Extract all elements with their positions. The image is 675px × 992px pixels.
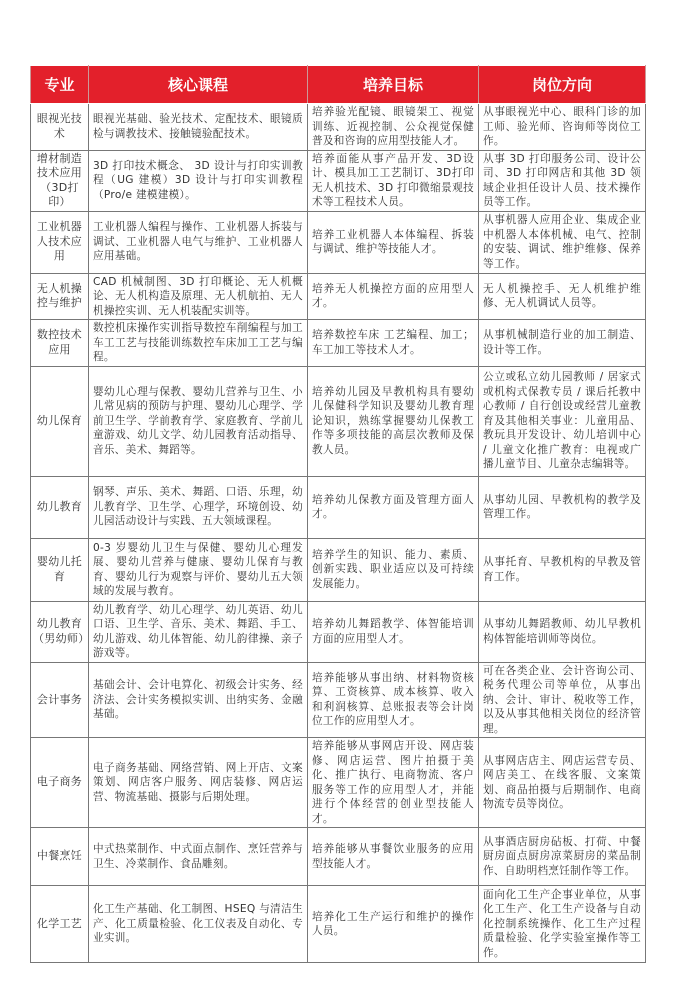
cell-goal: 培养面能从事产品开发、3D设计、模具加工工艺制订、3D打印无人机技术、3D 打印微缩景观技术等工程技术人员。 bbox=[308, 150, 479, 211]
table-row bbox=[31, 828, 646, 886]
cell-courses: 中式热菜制作、中式面点制作、烹饪营养与卫生、冷菜制作、食品雕刻。 bbox=[89, 828, 308, 886]
table-header-row bbox=[31, 66, 646, 104]
table-row bbox=[31, 104, 646, 151]
table-row bbox=[31, 738, 646, 828]
cell-major: 婴幼儿托育 bbox=[31, 538, 89, 601]
cell-courses: 基础会计、会计电算化、初级会计实务、经济法、会计实务模拟实训、出纳实务、金融基础。 bbox=[89, 662, 308, 738]
header-goal: 培养目标 bbox=[308, 66, 479, 104]
table-row bbox=[31, 886, 646, 963]
cell-career: 从事机器人应用企业、集成企业中机器人本体机械、电气、控制的安装、调试、维护维修、保养等工作。 bbox=[479, 211, 646, 273]
table-row bbox=[31, 476, 646, 538]
cell-courses: 数控机床操作实训指导数控车削编程与加工车工工艺与技能训练数控车床加工工艺与编程。 bbox=[89, 320, 308, 367]
cell-courses: 婴幼儿心理与保教、婴幼儿营养与卫生、小儿常见病的预防与护理、婴幼儿心理学、学前卫生学、学前教育学、家庭教育、学前儿童游戏、幼儿文学、幼儿园教育活动指导、音乐、美术、舞蹈等。 bbox=[89, 366, 308, 476]
cell-courses: 电子商务基础、网络营销、网上开店、文案策划、网店客户服务、网店装修、网店运营、物流基础、摄影与后期处理。 bbox=[89, 738, 308, 828]
table-row bbox=[31, 150, 646, 211]
cell-courses: 眼视光基础、验光技术、定配技术、眼镜质检与调教技术、接触镜验配技术。 bbox=[89, 104, 308, 151]
cell-major: 眼视光技术 bbox=[31, 104, 89, 151]
cell-courses: CAD 机械制图、3D 打印概论、无人机概论、无人机构造及原理、无人机航拍、无人机操控实训、无人机装配实训等。 bbox=[89, 273, 308, 320]
table-row bbox=[31, 320, 646, 367]
cell-goal: 培养无人机操控方面的应用型人才。 bbox=[308, 273, 479, 320]
majors-table bbox=[30, 65, 646, 963]
cell-major: 会计事务 bbox=[31, 662, 89, 738]
cell-goal: 培养幼儿园及早教机构具有婴幼儿保健科学知识及婴幼儿教育理论知识，熟练掌握婴幼儿保教工作等多项技能的高层次教师及保教人员。 bbox=[308, 366, 479, 476]
table-row bbox=[31, 366, 646, 476]
cell-courses: 钢琴、声乐、美术、舞蹈、口语、乐理，幼儿教育学、卫生学、心理学，环境创设、幼儿园活动设计与实践、五大领域课程。 bbox=[89, 476, 308, 538]
cell-goal: 培养验光配镜、眼镜架工、视觉训练、近视控制、公众视觉保健普及和咨询的应用型技能人才。 bbox=[308, 104, 479, 151]
cell-goal: 培养工业机器人本体编程、拆装与调试、维护等技能人才。 bbox=[308, 211, 479, 273]
header-career: 岗位方向 bbox=[479, 66, 646, 104]
cell-major: 中餐烹饪 bbox=[31, 828, 89, 886]
cell-goal: 培养数控车床 工艺编程、加工；车工加工等技术人才。 bbox=[308, 320, 479, 367]
table-row bbox=[31, 538, 646, 601]
cell-career: 从事酒店厨房砧板、打荷、中餐厨房面点厨房凉菜厨房的菜品制作、自助明档烹饪制作等工作。 bbox=[479, 828, 646, 886]
cell-major: 无人机操控与维护 bbox=[31, 273, 89, 320]
cell-major: 幼儿教育（男幼师） bbox=[31, 601, 89, 662]
cell-career: 从事幼儿舞蹈教师、幼儿早教机构体智能培训师等岗位。 bbox=[479, 601, 646, 662]
cell-courses: 工业机器人编程与操作、工业机器人拆装与调试、工业机器人电气与维护、工业机器人应用基础。 bbox=[89, 211, 308, 273]
cell-goal: 培养学生的知识、能力、素质、创新实践、职业适应以及可持续发展能力。 bbox=[308, 538, 479, 601]
cell-goal: 培养能够从事出纳、材料物资核算、工资核算、成本核算、收入和利润核算、总账报表等会计岗位工作的应用型人才。 bbox=[308, 662, 479, 738]
cell-career: 从事机械制造行业的加工制造、设计等工作。 bbox=[479, 320, 646, 367]
table-row bbox=[31, 601, 646, 662]
header-major: 专业 bbox=[31, 66, 89, 104]
cell-career: 从事网店店主、网店运营专员、网店美工、在线客服、文案策划、商品拍摄与后期制作、电商物流专员等岗位。 bbox=[479, 738, 646, 828]
cell-goal: 培养能够从事网店开设、网店装修、网店运营、图片拍摄于美化、推广执行、电商物流、客户服务等工作的应用型人才，并能进行个体经营的创业型技能人才。 bbox=[308, 738, 479, 828]
cell-career: 从事 3D 打印服务公司、设计公司、3D 打印网店和其他 3D 领域企业担任设计人员、技术操作员等工作。 bbox=[479, 150, 646, 211]
cell-career: 公立或私立幼儿园教师 / 居家式或机构式保教专员 / 课后托教中心教师 / 自行创设或经营儿童教育及其他相关事业：儿童用品、教玩具开发设计、幼儿培训中心 / 儿童文化推广教育：电视或广播儿童节目、儿童杂志编辑等。 bbox=[479, 366, 646, 476]
table-row bbox=[31, 211, 646, 273]
cell-major: 工业机器人技术应用 bbox=[31, 211, 89, 273]
cell-career: 从事托育、早教机构的早教及管育工作。 bbox=[479, 538, 646, 601]
cell-major: 增材制造技术应用（3D打印） bbox=[31, 150, 89, 211]
cell-goal: 培养幼儿保教方面及管理方面人才。 bbox=[308, 476, 479, 538]
header-courses: 核心课程 bbox=[89, 66, 308, 104]
cell-major: 电子商务 bbox=[31, 738, 89, 828]
table-row bbox=[31, 273, 646, 320]
cell-goal: 培养能够从事餐饮业服务的应用型技能人才。 bbox=[308, 828, 479, 886]
cell-courses: 幼儿教育学、幼儿心理学、幼儿英语、幼儿口语、卫生学、音乐、美术、舞蹈、手工、幼儿游戏、幼儿体智能、幼儿韵律操、亲子游戏等。 bbox=[89, 601, 308, 662]
cell-career: 无人机操控手、无人机维护维修、无人机调试人员等。 bbox=[479, 273, 646, 320]
cell-courses: 化工生产基础、化工制图、HSEQ 与清洁生产、化工质量检验、化工仪表及自动化、专业实训。 bbox=[89, 886, 308, 963]
cell-courses: 0-3 岁婴幼儿卫生与保健、婴幼儿心理发展、婴幼儿营养与健康、婴幼儿保育与教育、婴幼儿行为观察与评价、婴幼儿五大领域的发展与教育。 bbox=[89, 538, 308, 601]
table-row bbox=[31, 662, 646, 738]
cell-career: 从事幼儿园、早教机构的教学及管理工作。 bbox=[479, 476, 646, 538]
cell-major: 幼儿保育 bbox=[31, 366, 89, 476]
cell-major: 幼儿教育 bbox=[31, 476, 89, 538]
cell-major: 化学工艺 bbox=[31, 886, 89, 963]
cell-career: 可在各类企业、会计咨询公司、税务代理公司等单位，从事出纳、会计、审计、税收等工作，以及从事其他相关岗位的经济管理。 bbox=[479, 662, 646, 738]
cell-courses: 3D 打印技术概念、 3D 设计与打印实训教程（UG 建模）3D 设计与打印实训教程（Pro/e 建模建模）。 bbox=[89, 150, 308, 211]
cell-major: 数控技术应用 bbox=[31, 320, 89, 367]
cell-career: 面向化工生产企事业单位，从事化工生产、化工生产设备与自动化控制系统操作、化工生产过程质量检验、化学实验室操作等工作。 bbox=[479, 886, 646, 963]
cell-goal: 培养幼儿舞蹈教学、体智能培训方面的应用型人才。 bbox=[308, 601, 479, 662]
cell-goal: 培养化工生产运行和维护的操作人员。 bbox=[308, 886, 479, 963]
cell-career: 从事眼视光中心、眼科门诊的加工师、验光师、咨询师等岗位工作。 bbox=[479, 104, 646, 151]
